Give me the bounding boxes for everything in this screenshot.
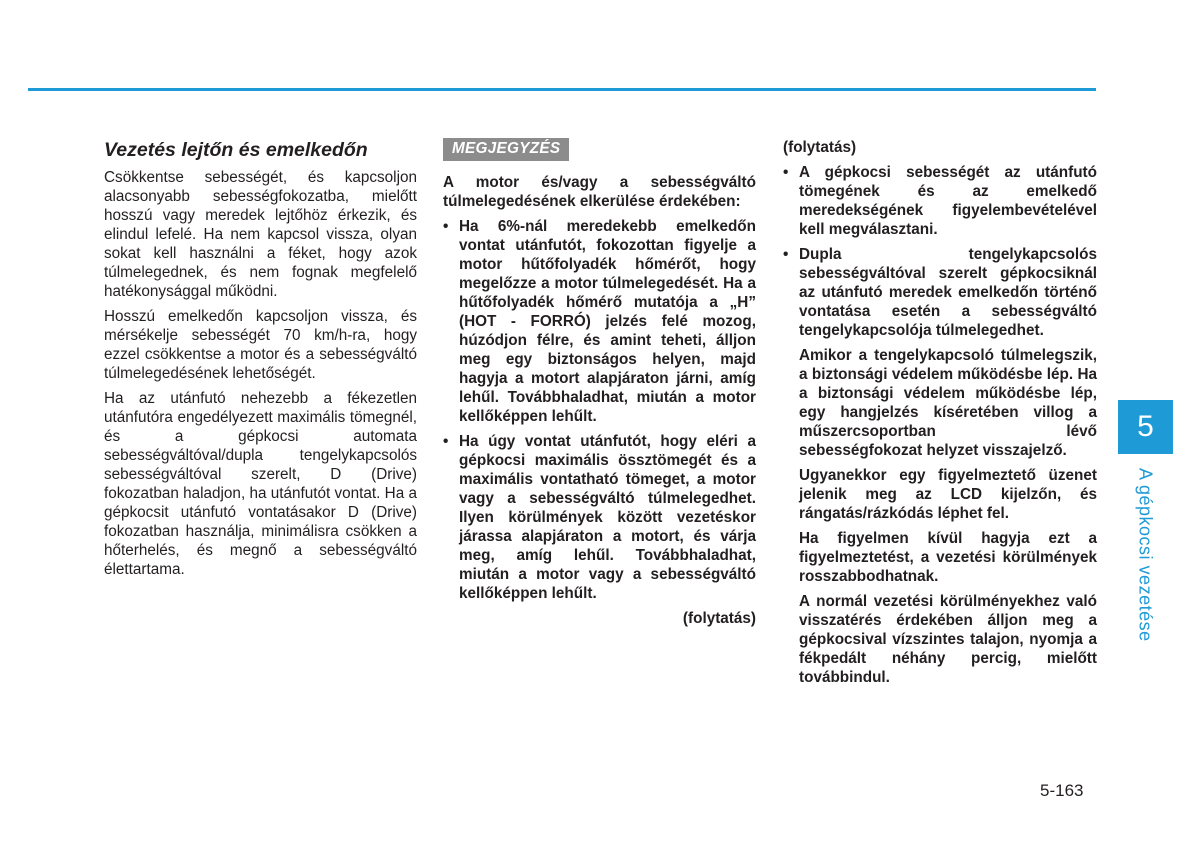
list-item: • Ha 6%-nál meredekebb emelkedőn vontat utánfutót, fokozottan figyelje a motor hűtőfolyadék hőmérőt, hogy megelőzze a motor túlmelegedését. Ha a hűtőfolyadék hőmérő mutatója a „H” (HOT - FORRÓ) jelzés felé mozog, húzódjon félre, és amint teheti, álljon meg egy biztonságos helyen, majd hagyja a motort alapjáraton járni, amíg lehűl. Továbbhaladhat, miután a motor kellőképpen lehűlt.	[443, 217, 756, 426]
section-heading: Vezetés lejtőn és emelkedőn	[104, 139, 368, 161]
list-item: • A gépkocsi sebességét az utánfutó tömegének és az emelkedő meredekségének figyelembevételével kell megválasztani.	[783, 163, 1097, 239]
chapter-title-text: A gépkocsi vezetése	[1135, 468, 1156, 642]
note-bullet-list	[443, 217, 756, 603]
continued-label: (folytatás)	[682, 610, 756, 627]
list-item: • Ha úgy vontat utánfutót, hogy eléri a gépkocsi maximális össztömegét és a maximális vontatható tömeget, a motor vagy a sebességváltó túlmelegedhet. Ilyen körülmények között vezetéskor járassa alapjáraton a motort, és várja meg, amíg lehűl. Továbbhaladhat, miután a motor vagy a sebességváltó kellőképpen lehűlt.	[443, 432, 756, 603]
page-number: 5-163	[1040, 781, 1084, 800]
chapter-number-tab: 5	[1118, 400, 1173, 454]
paragraph: Amikor a tengelykapcsoló túlmelegszik, a biztonsági védelem működésbe lép. Ha a biztonsági védelem működésbe lép, egy hangjelzés kíséretében villog a műszercsoportban lévő sebességfokozat helyzet visszajelző.	[799, 347, 1097, 459]
list-item: • Dupla tengelykapcsolós sebességváltóval szerelt gépkocsiknál az utánfutó meredek emelkedőn történő vontatása esetén a sebességváltó tengelykapcsolója túlmelegedhet.	[783, 245, 1097, 340]
paragraph: Ha az utánfutó nehezebb a fékezetlen utánfutóra engedélyezett maximális tömegnél, és a gépkocsi automata sebességváltóval/dupla tengelykapcsolós sebességváltóval szerelt, D (Drive) fokozatban haladjon, ha utánfutót vontat. Ha a gépkocsit utánfutó vontatásakor D (Drive) fokozatban használja, minimálisra csökken a hőterhelés, és megnő a sebességváltó élettartama.	[104, 390, 417, 578]
paragraph: Csökkentse sebességét, és kapcsoljon alacsonyabb sebességfokozatba, mielőtt hosszú vagy meredek lejtőhöz érkezik, és elindul lefelé. Ha nem kapcsol vissza, olyan sokat kell használni a féket, hogy azok túlmelegednek, és nem fognak megfelelő hatékonysággal működni.	[104, 169, 417, 300]
paragraph: Ugyanekkor egy figyelmeztető üzenet jelenik meg az LCD kijelzőn, és rángatás/rázkódás léphet fel.	[799, 467, 1097, 522]
continued-label: (folytatás)	[783, 139, 857, 156]
header-rule	[28, 88, 1096, 91]
right-column	[783, 138, 1097, 693]
left-column	[104, 138, 417, 585]
note-label: MEGJEGYZÉS	[443, 138, 569, 161]
note-bullet-list	[783, 163, 1097, 340]
paragraph: Ha figyelmen kívül hagyja ezt a figyelmeztetést, a vezetési körülmények rosszabbodhatnak.	[799, 530, 1097, 585]
paragraph: A normál vezetési körülményekhez való visszatérés érdekében álljon meg a gépkocsival vízszintes talajon, nyomja a fékpedált néhány percig, mielőtt továbbindul.	[799, 593, 1097, 686]
note-intro: A motor és/vagy a sebességváltó túlmelegedésének elkerülése érdekében:	[443, 174, 756, 210]
middle-column	[443, 138, 756, 634]
paragraph: Hosszú emelkedőn kapcsoljon vissza, és mérsékelje sebességét 70 km/h-ra, hogy ezzel csökkentse a motor és a sebességváltó túlmelegedésének lehetőségét.	[104, 308, 417, 382]
